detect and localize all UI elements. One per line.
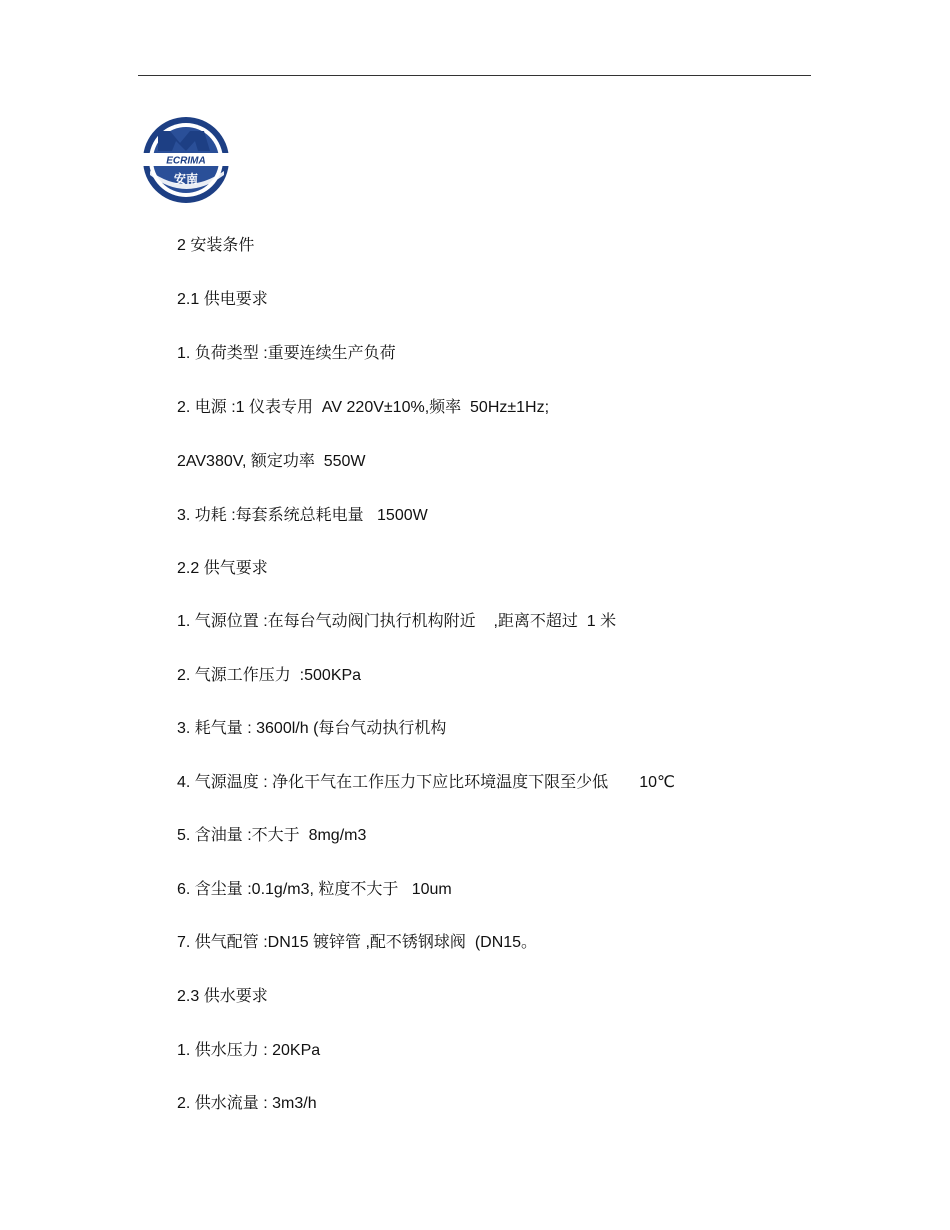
air-consumption: 3. 耗气量 : 3600l/h (每台气动执行机构 [177,720,447,737]
water-pressure: 1. 供水压力 : 20KPa [177,1042,321,1059]
air-working-pressure: 2. 气源工作压力 :500KPa [177,667,362,684]
water-flow: 2. 供水流量 : 3m3/h [177,1095,317,1112]
air-source-location: 1. 气源位置 :在每台气动阀门执行机构附近 ,距离不超过 1 米 [177,613,617,630]
power-source-instrument: 2. 电源 :1 仪表专用 AV 220V±10%,频率 50Hz±1Hz; [177,399,550,416]
company-logo [140,115,232,205]
heading-water-supply: 2.3 供水要求 [177,988,268,1005]
air-temperature: 4. 气源温度 : 净化干气在工作压力下应比环境温度下限至少低 10℃ [177,774,676,791]
heading-install-conditions: 2 安装条件 [177,237,255,254]
air-piping: 7. 供气配管 :DN15 镀锌管 ,配不锈钢球阀 (DN15。 [177,934,538,951]
power-source-rated: 2AV380V, 额定功率 550W [177,453,366,470]
power-load-type: 1. 负荷类型 :重要连续生产负荷 [177,345,396,362]
logo-brand-text: ECRIMA [166,155,206,167]
logo-brand-cn: 安南 [173,172,199,186]
air-oil-content: 5. 含油量 :不大于 8mg/m3 [177,827,367,844]
power-consumption: 3. 功耗 :每套系统总耗电量 1500W [177,507,428,524]
header-rule [138,75,811,76]
heading-power-requirements: 2.1 供电要求 [177,291,268,308]
heading-air-supply: 2.2 供气要求 [177,560,268,577]
air-dust-content: 6. 含尘量 :0.1g/m3, 粒度不大于 10um [177,881,452,898]
